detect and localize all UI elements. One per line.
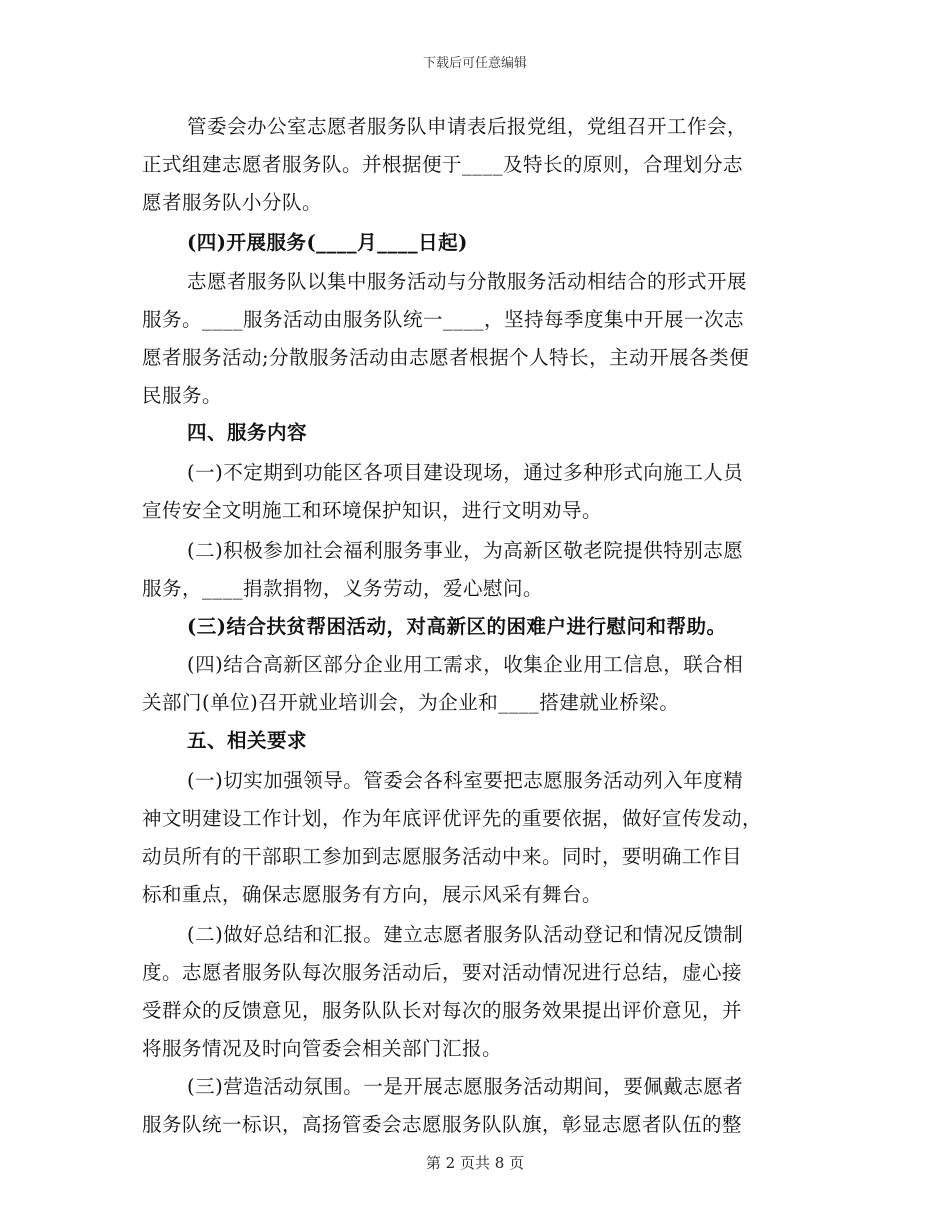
body-line: 度。志愿者服务队每次服务活动后，要对活动情况进行总结，虚心接 — [142, 961, 743, 984]
body-line: 志愿者服务队以集中服务活动与分散服务活动相结合的形式开展 — [187, 270, 748, 293]
body-line: 愿者服务队小分队。 — [142, 191, 323, 214]
body-line: 标和重点，确保志愿服务有方向，展示风采有舞台。 — [142, 883, 603, 906]
body-line: (四)结合高新区部分企业用工需求，收集企业用工信息，联合相 — [187, 653, 744, 676]
body-line: 正式组建志愿者服务队。并根据便于____及特长的原则，合理划分志 — [142, 153, 744, 176]
body-line: (二)做好总结和汇报。建立志愿者服务队活动登记和情况反馈制 — [187, 923, 744, 946]
body-line: (三)营造活动氛围。一是开展志愿服务活动期间，要佩戴志愿者 — [187, 1075, 744, 1098]
body-line: 神文明建设工作计划，作为年底评优评先的重要依据，做好宣传发动， — [142, 807, 763, 830]
page-header: 下载后可任意编辑 — [422, 56, 527, 71]
body-line: 宣传安全文明施工和环境保护知识，进行文明劝导。 — [142, 499, 603, 522]
page-footer: 第 2 页共 8 页 — [425, 1154, 525, 1172]
body-line: 将服务情况及时向管委会相关部门汇报。 — [142, 1037, 503, 1060]
body-line: 动员所有的干部职工参加到志愿服务活动中来。同时，要明确工作目 — [142, 845, 743, 868]
body-line: (四)开展服务(____月____日起) — [187, 231, 468, 254]
body-line: (二)积极参加社会福利服务事业，为高新区敬老院提供特别志愿 — [187, 539, 744, 562]
body-line: 服务队统一标识，高扬管委会志愿服务队队旗，彰显志愿者队伍的整 — [142, 1113, 743, 1136]
body-line: 民服务。 — [142, 384, 223, 407]
body-line: 四、服务内容 — [187, 421, 308, 444]
body-line: 管委会办公室志愿者服务队申请表后报党组，党组召开工作会， — [187, 115, 748, 138]
body-line: 关部门(单位)召开就业培训会，为企业和____搭建就业桥梁。 — [142, 691, 680, 714]
body-line: 五、相关要求 — [187, 729, 308, 752]
body-line: (一)不定期到功能区各项目建设现场，通过多种形式向施工人员 — [187, 461, 744, 484]
body-line: 服务。____服务活动由服务队统一____，坚持每季度集中开展一次志 — [142, 308, 745, 331]
body-line: 受群众的反馈意见，服务队队长对每次的服务效果提出评价意见，并 — [142, 999, 743, 1022]
body-line: (三)结合扶贫帮困活动，对高新区的困难户进行慰问和帮助。 — [187, 615, 727, 638]
body-line: 愿者服务活动;分散服务活动由志愿者根据个人特长，主动开展各类便 — [142, 346, 750, 369]
body-line: (一)切实加强领导。管委会各科室要把志愿服务活动列入年度精 — [187, 769, 744, 792]
body-line: 服务，____捐款捐物，义务劳动，爱心慰问。 — [142, 577, 544, 600]
